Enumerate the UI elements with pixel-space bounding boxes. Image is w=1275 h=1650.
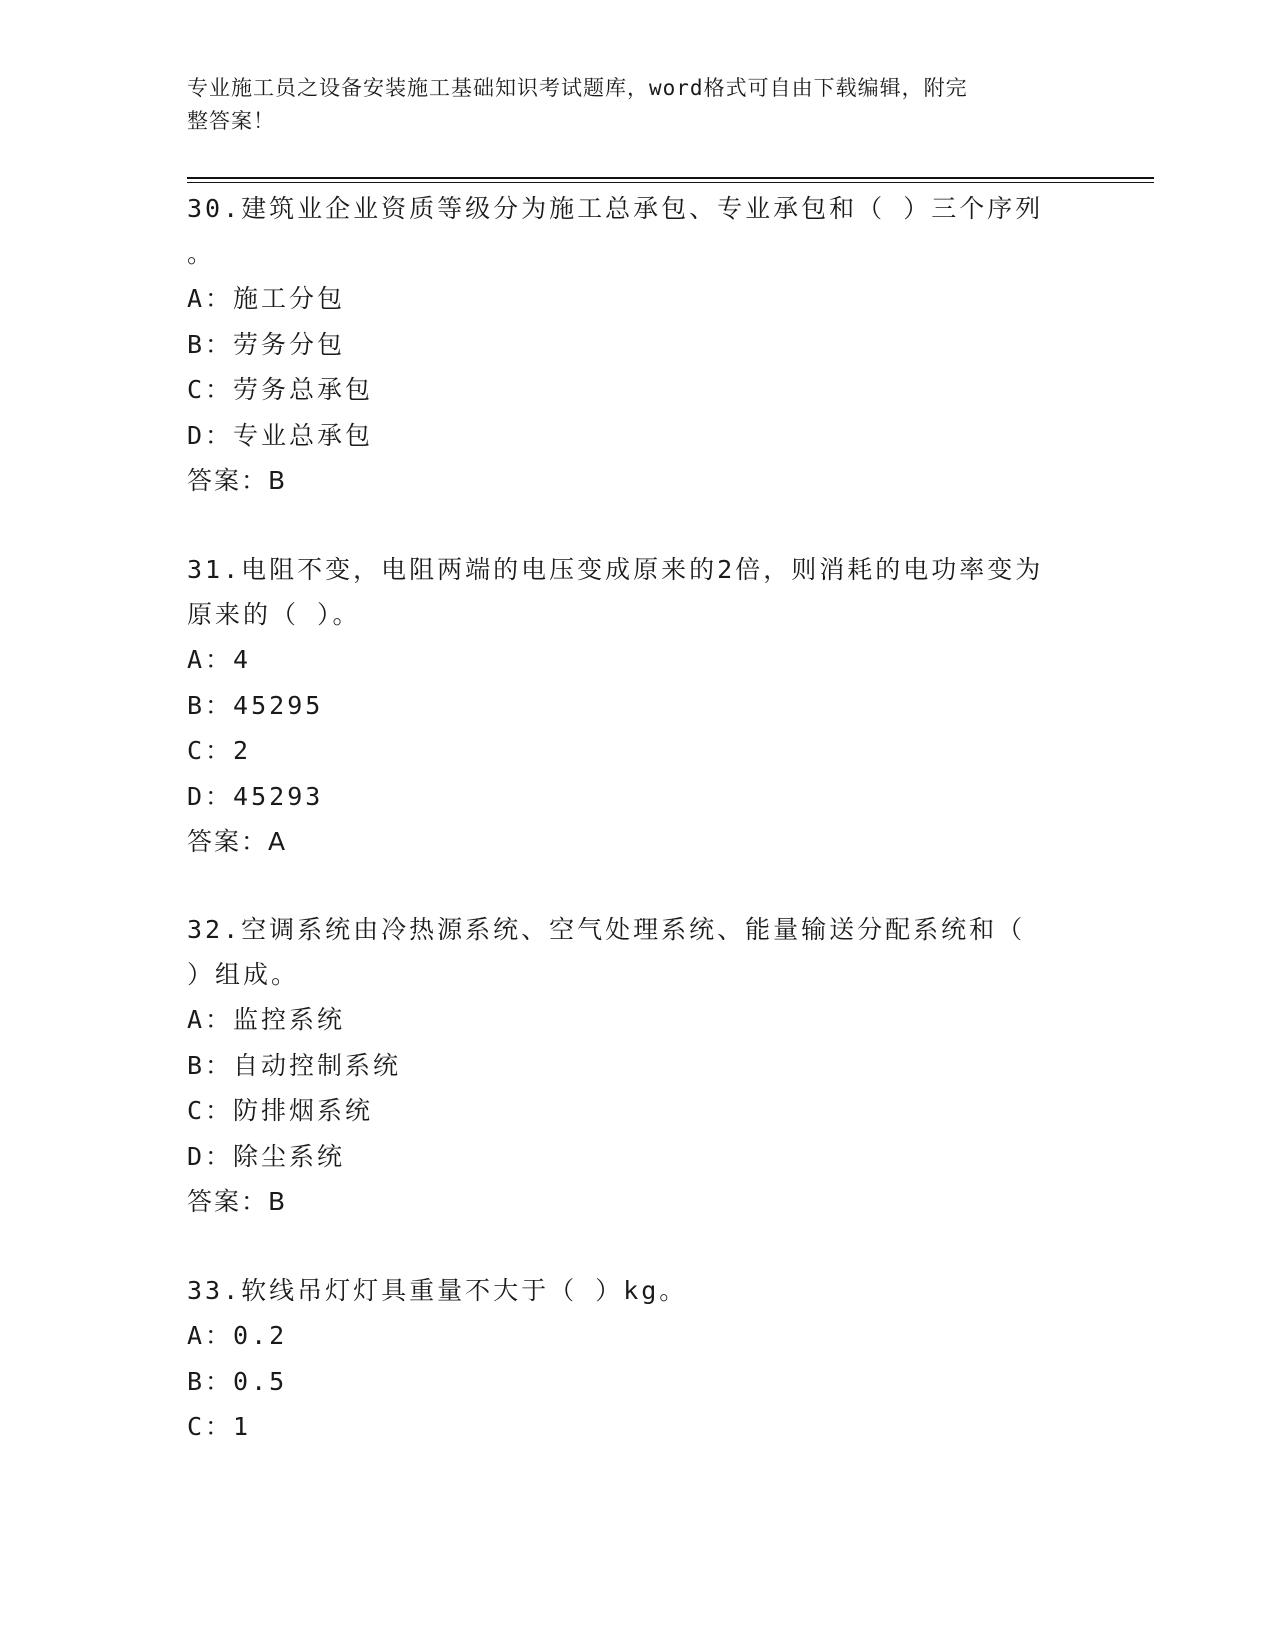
option-b: B：45295 <box>187 690 324 720</box>
document-header <box>187 72 1067 138</box>
option-a: A：施工分包 <box>187 284 346 313</box>
option-c: C：防排烟系统 <box>187 1096 374 1125</box>
header-line-1: 专业施工员之设备安装施工基础知识考试题库，word格式可自由下载编辑，附完 <box>187 76 968 100</box>
option-b: B：劳务分包 <box>187 329 346 359</box>
answer: 答案：A <box>187 827 288 856</box>
option-a: A：0.2 <box>187 1321 288 1350</box>
question-30 <box>187 186 1087 504</box>
answer: 答案：B <box>187 1187 288 1216</box>
option-c: C：1 <box>187 1412 252 1441</box>
question-33 <box>187 1268 1087 1450</box>
question-stem: 32.空调系统由冷热源系统、空气处理系统、能量输送分配系统和（ <box>187 915 1026 944</box>
option-a: A：4 <box>187 645 252 674</box>
question-stem: 31.电阻不变，电阻两端的电压变成原来的2倍，则消耗的电功率变为 <box>187 555 1044 584</box>
option-d: D：除尘系统 <box>187 1141 346 1171</box>
option-b: B：自动控制系统 <box>187 1050 402 1080</box>
question-stem-continued: 。 <box>187 239 216 268</box>
option-c: C：劳务总承包 <box>187 375 374 404</box>
header-line-2: 整答案！ <box>187 109 275 133</box>
question-stem-continued: 原来的（ ）。 <box>187 600 361 629</box>
option-a: A：监控系统 <box>187 1005 346 1034</box>
question-stem-continued: ）组成。 <box>187 960 300 989</box>
option-c: C：2 <box>187 736 252 765</box>
question-stem: 30.建筑业企业资质等级分为施工总承包、专业承包和（ ）三个序列 <box>187 194 1044 223</box>
question-31 <box>187 547 1087 865</box>
question-stem: 33.软线吊灯灯具重量不大于（ ）kg。 <box>187 1276 688 1305</box>
header-divider-thick <box>187 177 1154 179</box>
option-d: D：专业总承包 <box>187 420 374 450</box>
answer: 答案：B <box>187 466 288 495</box>
question-32 <box>187 907 1087 1225</box>
option-b: B：0.5 <box>187 1366 288 1396</box>
option-d: D：45293 <box>187 781 324 811</box>
header-divider-thin <box>187 182 1154 183</box>
